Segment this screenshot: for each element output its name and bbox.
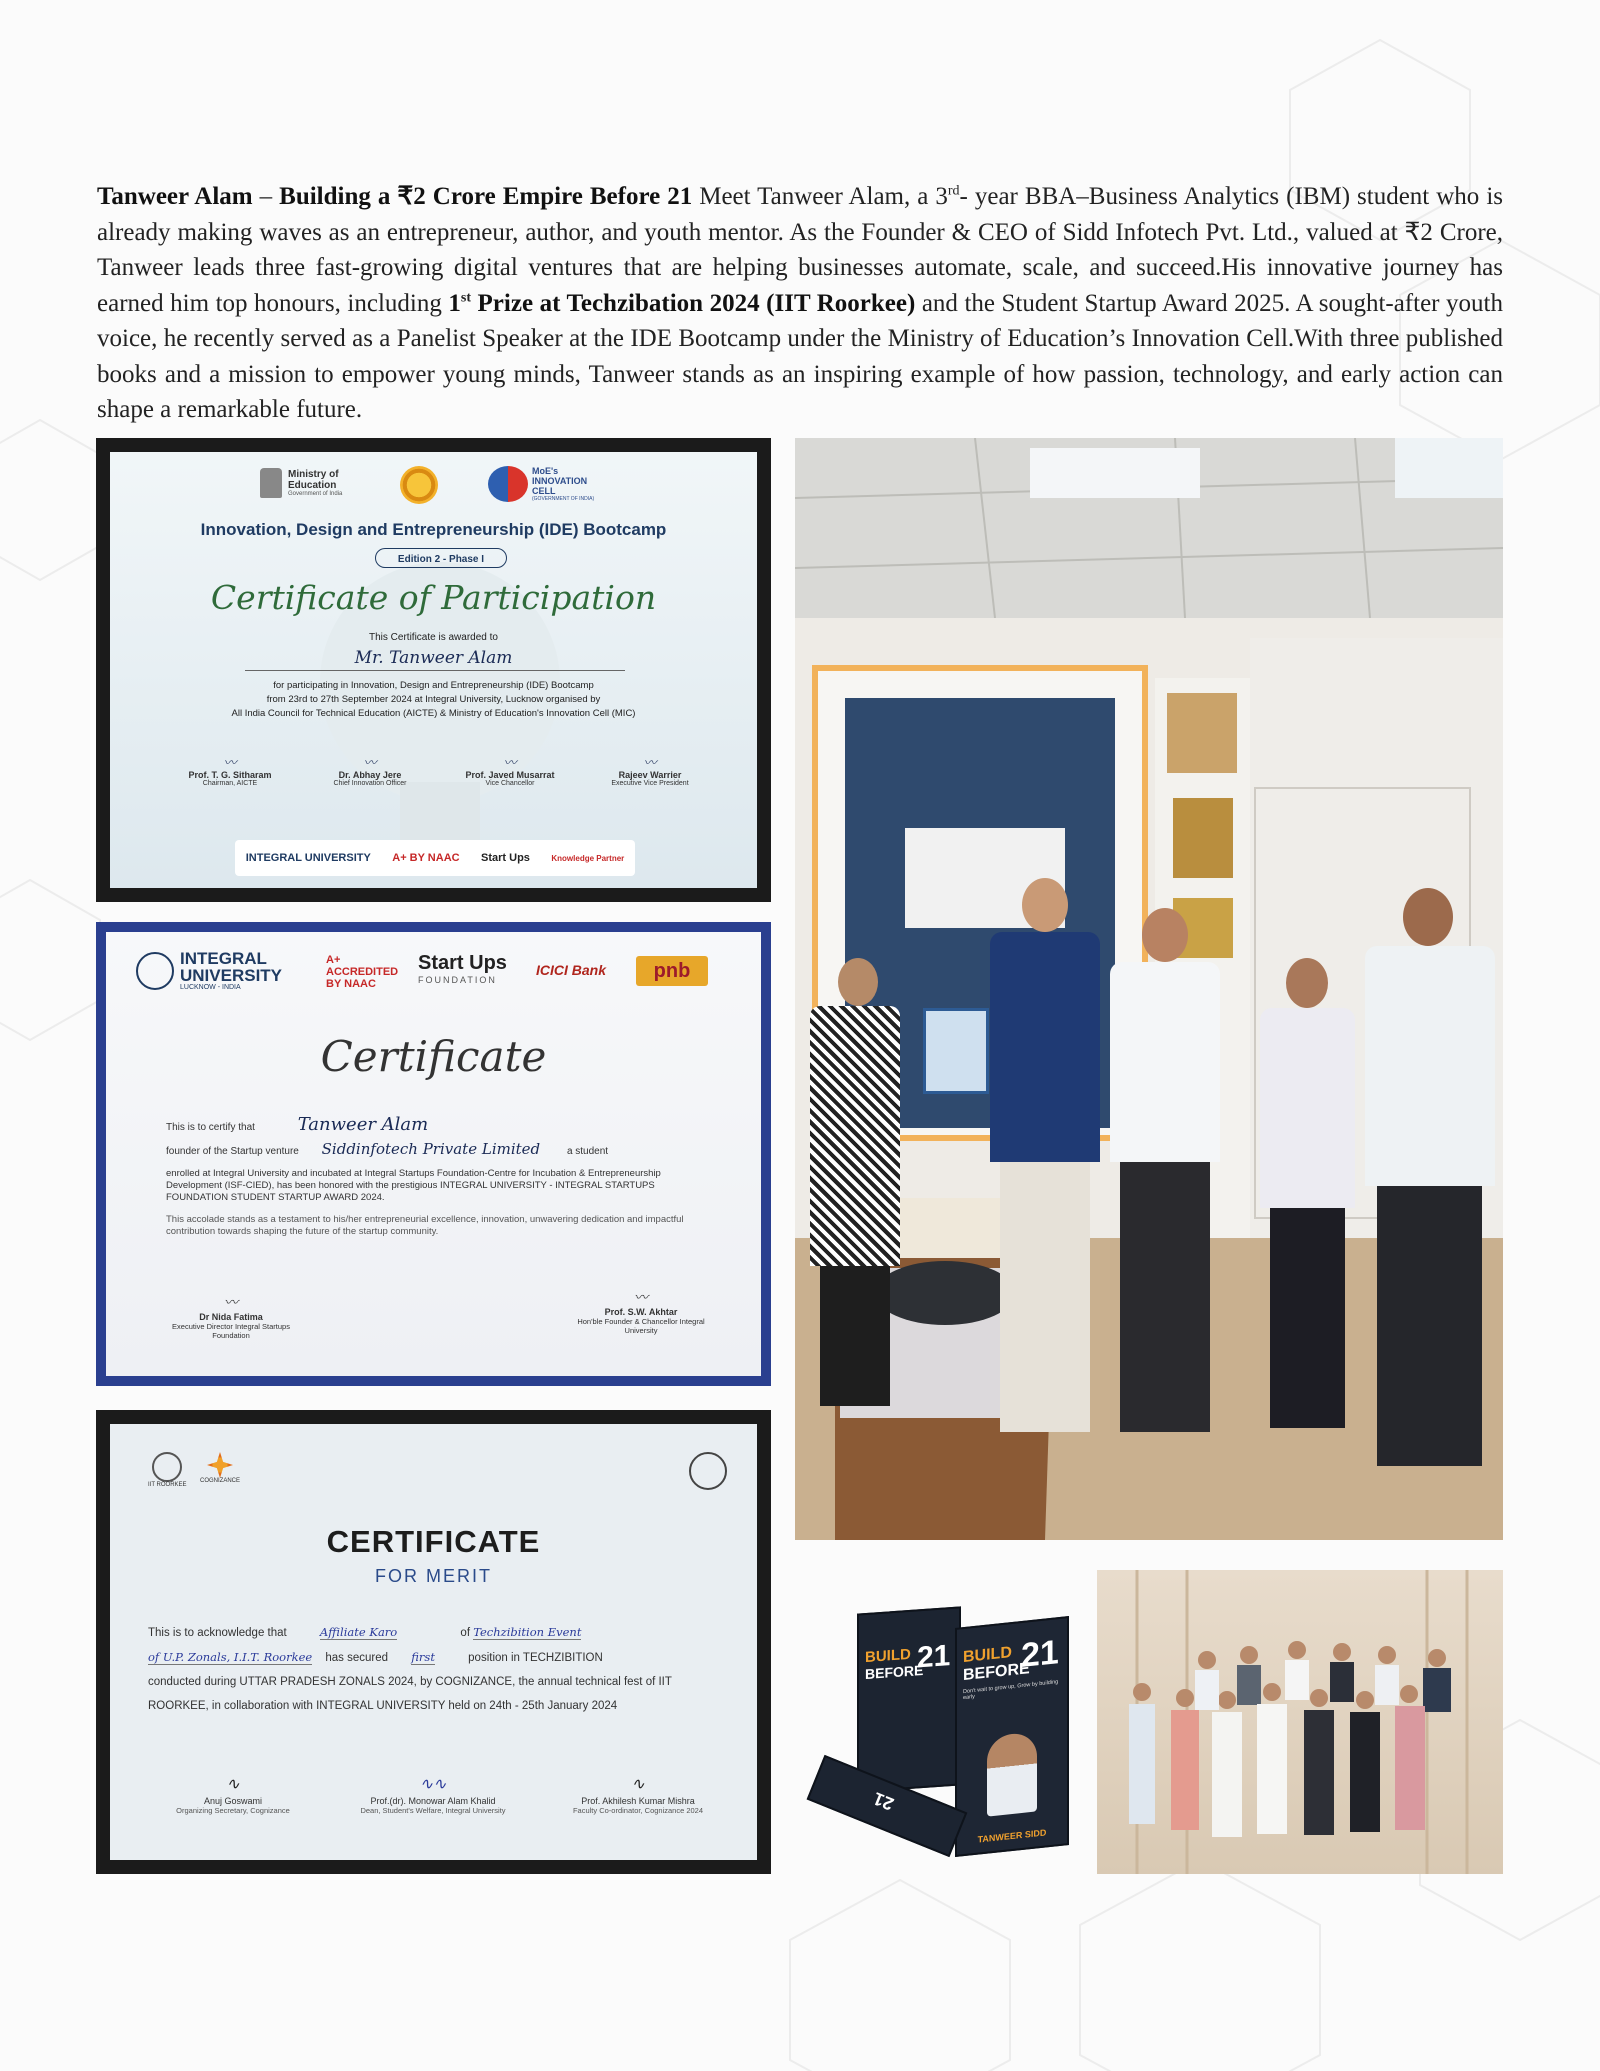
cognizance-label: COGNIZANCE: [200, 1478, 241, 1484]
signatory-name: Dr Nida Fatima: [199, 1312, 263, 1322]
startups-sub: FOUNDATION: [418, 975, 497, 985]
venture-name: Siddinfotech Private Limited: [321, 1140, 541, 1158]
legs: [820, 1266, 890, 1406]
merit-text-3: has secured: [325, 1652, 389, 1664]
person-man-white: [1110, 908, 1220, 1428]
signatory-name: Anuj Goswami: [203, 1796, 263, 1806]
legs: [1120, 1162, 1210, 1432]
signature-scribble: 〰: [503, 756, 517, 771]
merit-signatories: [148, 1774, 728, 1815]
person-man-right: [1365, 888, 1495, 1468]
book-tagline: Don't wait to grow up, Grow by building early: [963, 1679, 1059, 1702]
integral-logo: [136, 950, 320, 991]
pnb-label: pnb: [653, 960, 691, 982]
certify-text: This is to certify that: [166, 1122, 255, 1133]
person-woman-left: [810, 958, 900, 1408]
prize-sup: st: [460, 290, 471, 306]
signatory: [548, 1774, 728, 1815]
signatory-role: Hon'ble Founder & Chancellor Integral University: [577, 1317, 705, 1335]
signatory-left: [156, 1292, 306, 1340]
merit-text-4: position in TECHZIBITION: [468, 1652, 603, 1664]
head: [1286, 958, 1328, 1008]
article-text-3: and the Student Startup Award 2025. A sought-after youth voice, he recently served as a Panelist Speaker at the IDE Bootcamp under the Ministry of Education’s Innovation Cell.With three published books and a mission to empower young minds, Tanweer stands as an inspiring example of how passion, technology, and early action can shape a remarkable future.: [97, 289, 1503, 423]
article-name: Tanweer Alam: [97, 183, 253, 210]
book-title-1: BUILD: [865, 1645, 911, 1667]
recipient-name: Tanweer Alam: [297, 1114, 429, 1135]
author-portrait: [987, 1731, 1037, 1816]
signature-scribble: 〰: [363, 756, 377, 771]
certify-row: [166, 1114, 428, 1135]
legs: [1377, 1186, 1482, 1466]
certificate-startup-inner: [106, 932, 761, 1376]
iit-seal-icon: [152, 1452, 182, 1482]
signatory: [310, 752, 430, 787]
startups-name: Start Ups: [418, 952, 507, 974]
signatory-name: Rajeev Warrier: [618, 770, 682, 780]
signatory-name: Prof. T. G. Sitharam: [188, 770, 272, 780]
certificate-participation-heading: Certificate of Participation: [210, 578, 657, 617]
book-author: TANWEER SIDD: [977, 1827, 1047, 1845]
office-group-photo: [795, 438, 1503, 1540]
book-front: [955, 1616, 1069, 1857]
edition-label: Edition 2 - Phase I: [397, 554, 485, 565]
recipient-name: Mr. Tanweer Alam: [354, 648, 513, 668]
student-text: a student: [566, 1146, 609, 1157]
signatory: [170, 752, 290, 787]
edition-badge: [375, 548, 507, 568]
founder-row: [166, 1140, 608, 1158]
emblem-icon: [260, 468, 282, 498]
ministry-name: Ministry of Education: [288, 469, 339, 491]
signatory: [148, 1774, 318, 1815]
signature-scribble: 〰: [643, 756, 657, 771]
participation-line-1: for participating in Innovation, Design and Entrepreneurship (IDE) Bootcamp: [273, 680, 594, 691]
award-body-2: This accolade stands as a testament to his/her entrepreneurial excellence, innovation, unwavering dedication and impactful contribution towards shaping the future of the startup community.: [166, 1214, 684, 1237]
award-plaque: [923, 1008, 989, 1094]
handwritten-name: Affiliate Karo: [319, 1625, 398, 1639]
article-text-2: - year BBA–Business Analytics (IBM) student who is already making waves as an entrepreneur, author, and youth mentor. As the Founder & CEO of Sidd Infotech Pvt. Ltd., valued at ₹2 Crore, Tanweer leads three fast-growing digital ventures that are helping businesses automate, scale, and succeed.His innovative journey has earned him top honours, including: [97, 183, 1503, 317]
signature-scribble: ∿: [226, 1774, 240, 1793]
participation-line-3: All India Council for Technical Education (AICTE) & Ministry of Education's Innovation Cell (MIC): [231, 708, 636, 719]
sponsor-partner: Knowledge Partner: [551, 853, 625, 863]
team-group-photo: [1097, 1570, 1503, 1874]
recipient-line: [245, 670, 625, 671]
pnb-logo: [636, 956, 708, 986]
handwritten-event: Techzibition Event: [473, 1625, 582, 1639]
signatory-name: Prof.(dr). Monowar Alam Khalid: [370, 1796, 496, 1806]
flower-icon: [207, 1452, 233, 1478]
sponsor-integral: INTEGRAL UNIVERSITY: [245, 852, 371, 864]
person-tanweer: [990, 878, 1100, 1438]
iit-logo: [148, 1452, 187, 1488]
prize-number: 1: [448, 289, 461, 317]
signatory-name: Prof. S.W. Akhtar: [604, 1307, 678, 1317]
sponsor-startups: Start Ups: [481, 852, 530, 864]
book-number: 21: [1021, 1633, 1059, 1676]
books-photo: [795, 1560, 1085, 1874]
certificate-merit-inner: [110, 1424, 757, 1860]
signature-scribble: ∿: [631, 1774, 645, 1793]
signature-scribble: 〰: [634, 1290, 648, 1306]
signatory: [338, 1774, 528, 1815]
head: [1022, 878, 1068, 932]
body: [1110, 962, 1220, 1162]
sponsor-strip: [235, 840, 635, 876]
signatory-name: Prof. Akhilesh Kumar Mishra: [581, 1796, 695, 1806]
merit-subheading: FOR MERIT: [375, 1566, 492, 1586]
cognizance-logo: [200, 1452, 240, 1484]
university-seal-icon: [136, 952, 174, 990]
merit-text-1: This is to acknowledge that: [148, 1627, 287, 1639]
signatory: [590, 752, 710, 787]
article-sup-rd: rd: [947, 183, 960, 199]
icici-logo: ICICI Bank: [536, 962, 607, 978]
integral-sub: LUCKNOW - INDIA: [180, 984, 241, 991]
signatory-name: Prof. Javed Musarrat: [465, 770, 555, 780]
body: [1260, 1008, 1355, 1208]
signatory-role: Executive Director Integral Startups Foundation: [172, 1322, 290, 1340]
certificate-heading: Certificate: [320, 1032, 547, 1081]
head: [1142, 908, 1188, 962]
aicte-logo-icon: [400, 466, 438, 504]
article-dash: –: [252, 183, 280, 210]
sponsor-naac: A+ BY NAAC: [392, 852, 460, 864]
signatory-role: Chief Innovation Officer: [333, 780, 407, 787]
body: [810, 1006, 900, 1266]
article-paragraph: [97, 179, 1503, 428]
book-back: [857, 1606, 961, 1792]
signature-scribble: 〰: [223, 756, 237, 771]
awarded-text: This Certificate is awarded to: [369, 632, 498, 643]
certificate-ide-bootcamp: [96, 438, 771, 902]
book-title-2: BEFORE: [865, 1661, 924, 1683]
merit-text-5: conducted during UTTAR PRADESH ZONALS 2024, by COGNIZANCE, the annual technical fest of IIT ROORKEE, in collaboration with INTEGRAL UNIVERSITY held on 24th - 25th January 2024: [148, 1676, 672, 1712]
naac-badge: A+ ACCREDITED BY NAAC: [326, 954, 399, 990]
signature-scribble: 〰: [224, 1295, 238, 1311]
mic-name: MoE's INNOVATION CELL: [532, 466, 588, 496]
handwritten-zone: of U.P. Zonals, I.I.T. Roorkee: [148, 1650, 313, 1664]
merit-body: [148, 1620, 728, 1718]
signature-scribble: ∿∿: [419, 1774, 447, 1793]
integral-name: INTEGRAL UNIVERSITY: [180, 949, 283, 985]
signatory-right: [566, 1287, 716, 1335]
head: [1403, 888, 1453, 946]
brain-icon: [488, 466, 528, 502]
founder-text: founder of the Startup venture: [166, 1146, 299, 1157]
signatory-role: Chairman, AICTE: [202, 780, 258, 787]
certificate-startup-award: [96, 922, 771, 1386]
book-number: 21: [917, 1639, 951, 1675]
certificate-merit: [96, 1410, 771, 1874]
book-number: 21: [870, 1788, 897, 1815]
legs: [1000, 1162, 1090, 1432]
signatory-role: Dean, Student's Welfare, Integral University: [360, 1806, 506, 1815]
ministry-sub: Government of India: [288, 491, 343, 497]
signatory-role: Vice Chancellor: [485, 780, 535, 787]
body: [990, 932, 1100, 1162]
startups-logo: [418, 952, 507, 985]
head: [838, 958, 878, 1006]
integral-seal-icon: [689, 1452, 727, 1490]
mic-sub: (GOVERNMENT OF INDIA): [532, 496, 595, 502]
certificate-ide-inner: [110, 452, 757, 888]
participation-line-2: from 23rd to 27th September 2024 at Integral University, Lucknow organised by: [266, 694, 601, 705]
article-headline: Building a ₹2 Crore Empire Before 21: [279, 183, 693, 210]
merit-text-2: of: [460, 1627, 471, 1639]
iit-label: IIT ROORKEE: [148, 1482, 187, 1488]
signatory: [450, 752, 570, 787]
person-woman-right: [1260, 958, 1355, 1428]
signatory-name: Dr. Abhay Jere: [338, 770, 402, 780]
ide-bootcamp-title: Innovation, Design and Entrepreneurship (IDE) Bootcamp: [200, 520, 667, 539]
ministry-logo: [260, 468, 348, 498]
book-title-2: BEFORE: [963, 1660, 1030, 1685]
book-title-1: BUILD: [963, 1644, 1012, 1667]
award-body-1: enrolled at Integral University and incubated at Integral Startups Foundation-Centre for Incubation & Entrepreneurship Development (ISF-CIED), has been honored with the prestigious INTEGRAL UNIVERSITY - INTEGRAL STARTUPS FOUNDATION STUDENT STARTUP AWARD 2024.: [166, 1168, 661, 1203]
legs: [1270, 1208, 1345, 1428]
signatory-role: Faculty Co-ordinator, Cognizance 2024: [572, 1806, 704, 1815]
signatories-row: [170, 752, 710, 787]
signatory-role: Organizing Secretary, Cognizance: [176, 1806, 290, 1815]
body: [1365, 946, 1495, 1186]
team-scene-illustration: [1097, 1570, 1503, 1874]
article-text-1: Meet Tanweer Alam, a 3: [692, 183, 948, 210]
mic-logo: [488, 466, 612, 502]
certificate-heading: CERTIFICATE: [326, 1524, 541, 1559]
handwritten-position: first: [411, 1650, 435, 1664]
signatory-role: Executive Vice President: [611, 780, 689, 787]
prize-text: Prize at Techzibation 2024 (IIT Roorkee): [471, 289, 916, 317]
